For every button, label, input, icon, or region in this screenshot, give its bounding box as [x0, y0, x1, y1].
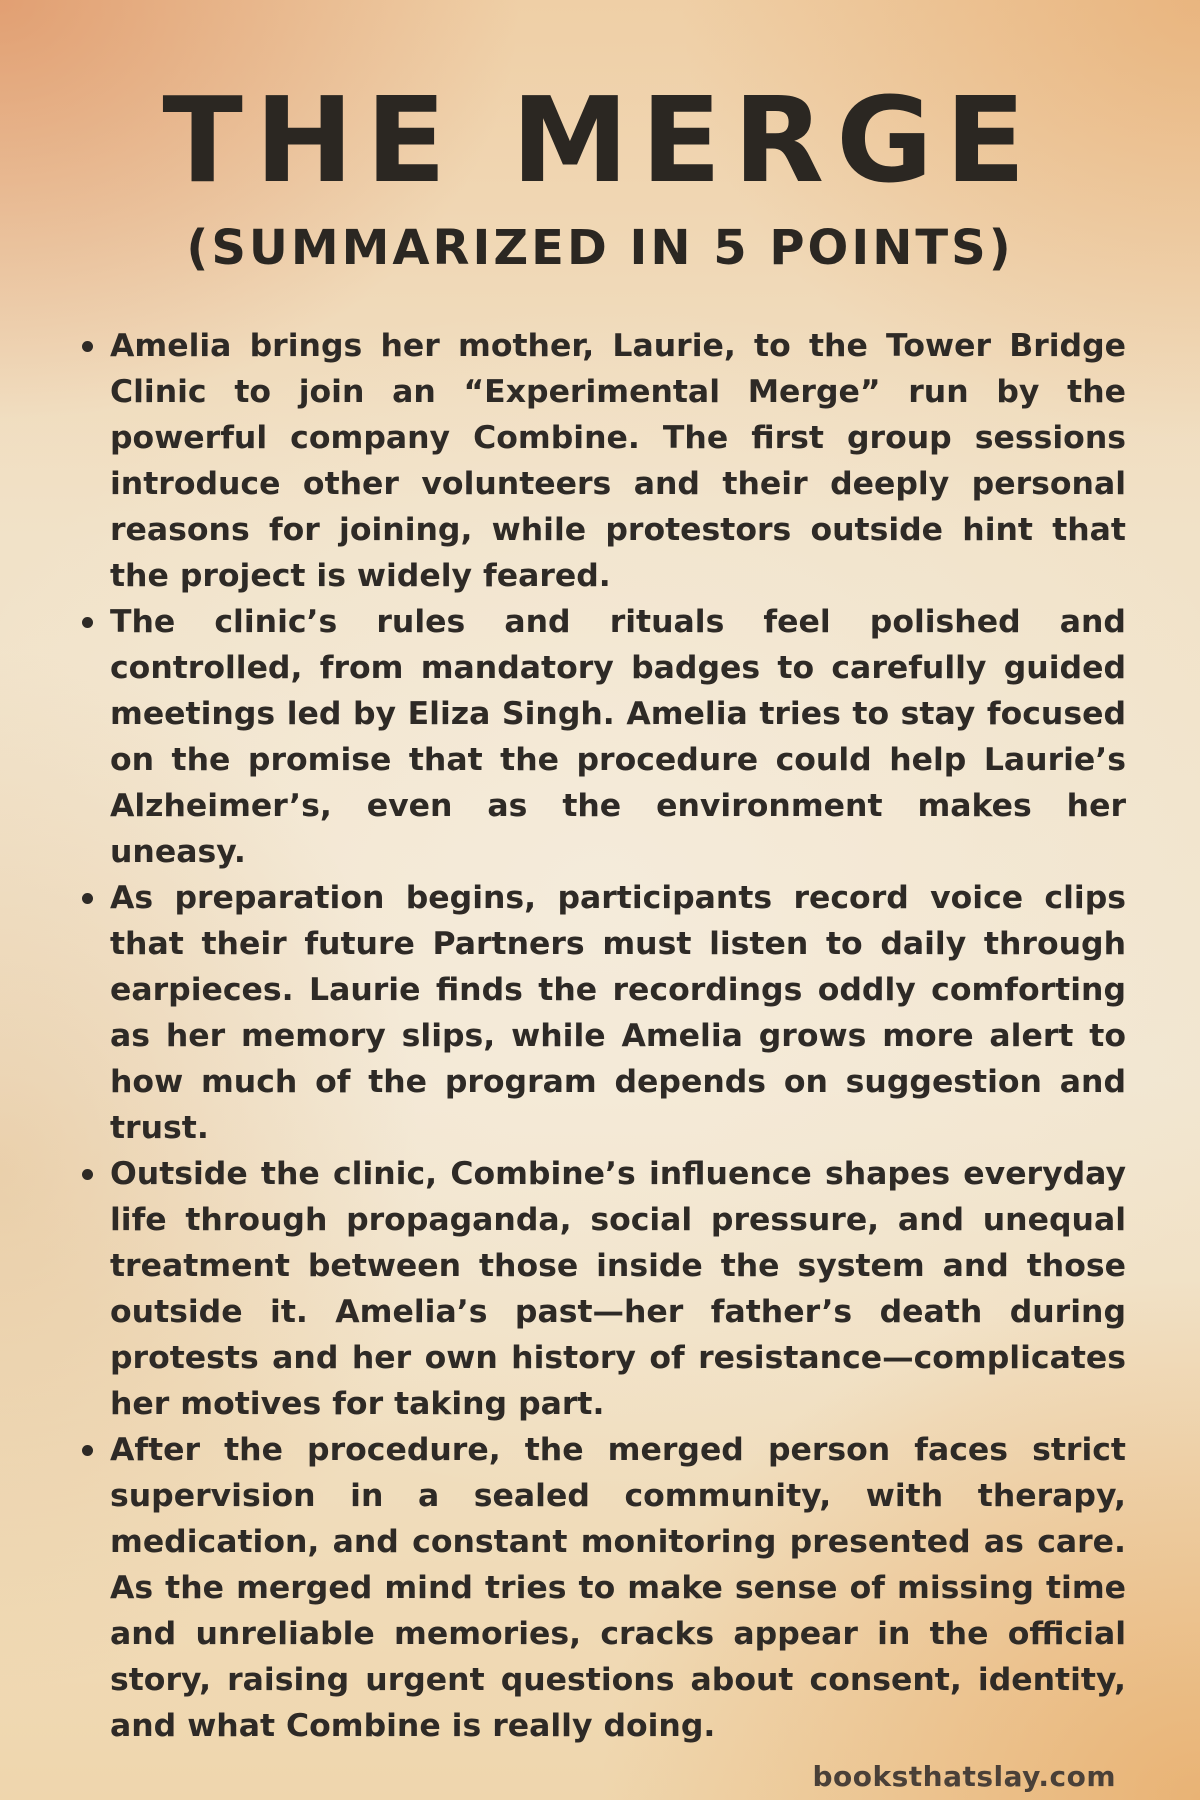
summary-point-5 — [110, 1427, 1126, 1749]
page-title: THE MERGE — [162, 71, 1038, 209]
summary-point-4 — [110, 1151, 1126, 1427]
bullet-icon — [82, 893, 93, 904]
site-link[interactable]: booksthatslay.com — [812, 1760, 1116, 1793]
summary-point-text: After the procedure, the merged person faces strict supervision in a sealed community, with therapy, medication, and constant monitoring presented as care. As the merged mind tries to make sense of missing time and unreliable memories, cracks appear in the official story, raising urgent questions about consent, identity, and what Combine is really doing. — [110, 1432, 1126, 1744]
summary-point-text: The clinic’s rules and rituals feel polished and controlled, from mandatory badges to carefully guided meetings led by Eliza Singh. Amelia tries to stay focused on the promise that the procedure could help Laurie’s Alzheimer’s, even as the environment makes her uneasy. — [110, 604, 1126, 870]
bullet-icon — [82, 1169, 93, 1180]
summary-point-2 — [110, 599, 1126, 875]
summary-point-1 — [110, 323, 1126, 599]
page-subtitle: (SUMMARIZED IN 5 POINTS) — [186, 220, 1014, 276]
summary-point-text: Outside the clinic, Combine’s influence shapes everyday life through propaganda, social pressure, and unequal treatment between those inside the system and those outside it. Amelia’s past—her father’s death during protests and her own history of resistance—complicates her motives for taking part. — [110, 1156, 1126, 1422]
summary-point-3 — [110, 875, 1126, 1151]
bullet-icon — [82, 1445, 93, 1456]
summary-point-text: Amelia brings her mother, Laurie, to the Tower Bridge Clinic to join an “Experimental Merge” run by the powerful company Combine. The first group sessions introduce other volunteers and their deeply personal reasons for joining, while protestors outside hint that the project is widely feared. — [110, 328, 1126, 594]
summary-point-text: As preparation begins, participants record voice clips that their future Partners must listen to daily through earpieces. Laurie finds the recordings oddly comforting as her memory slips, while Amelia grows more alert to how much of the program depends on suggestion and trust. — [110, 880, 1126, 1146]
bullet-icon — [82, 341, 93, 352]
bullet-icon — [82, 617, 93, 628]
summary-points-list — [74, 323, 1126, 1749]
